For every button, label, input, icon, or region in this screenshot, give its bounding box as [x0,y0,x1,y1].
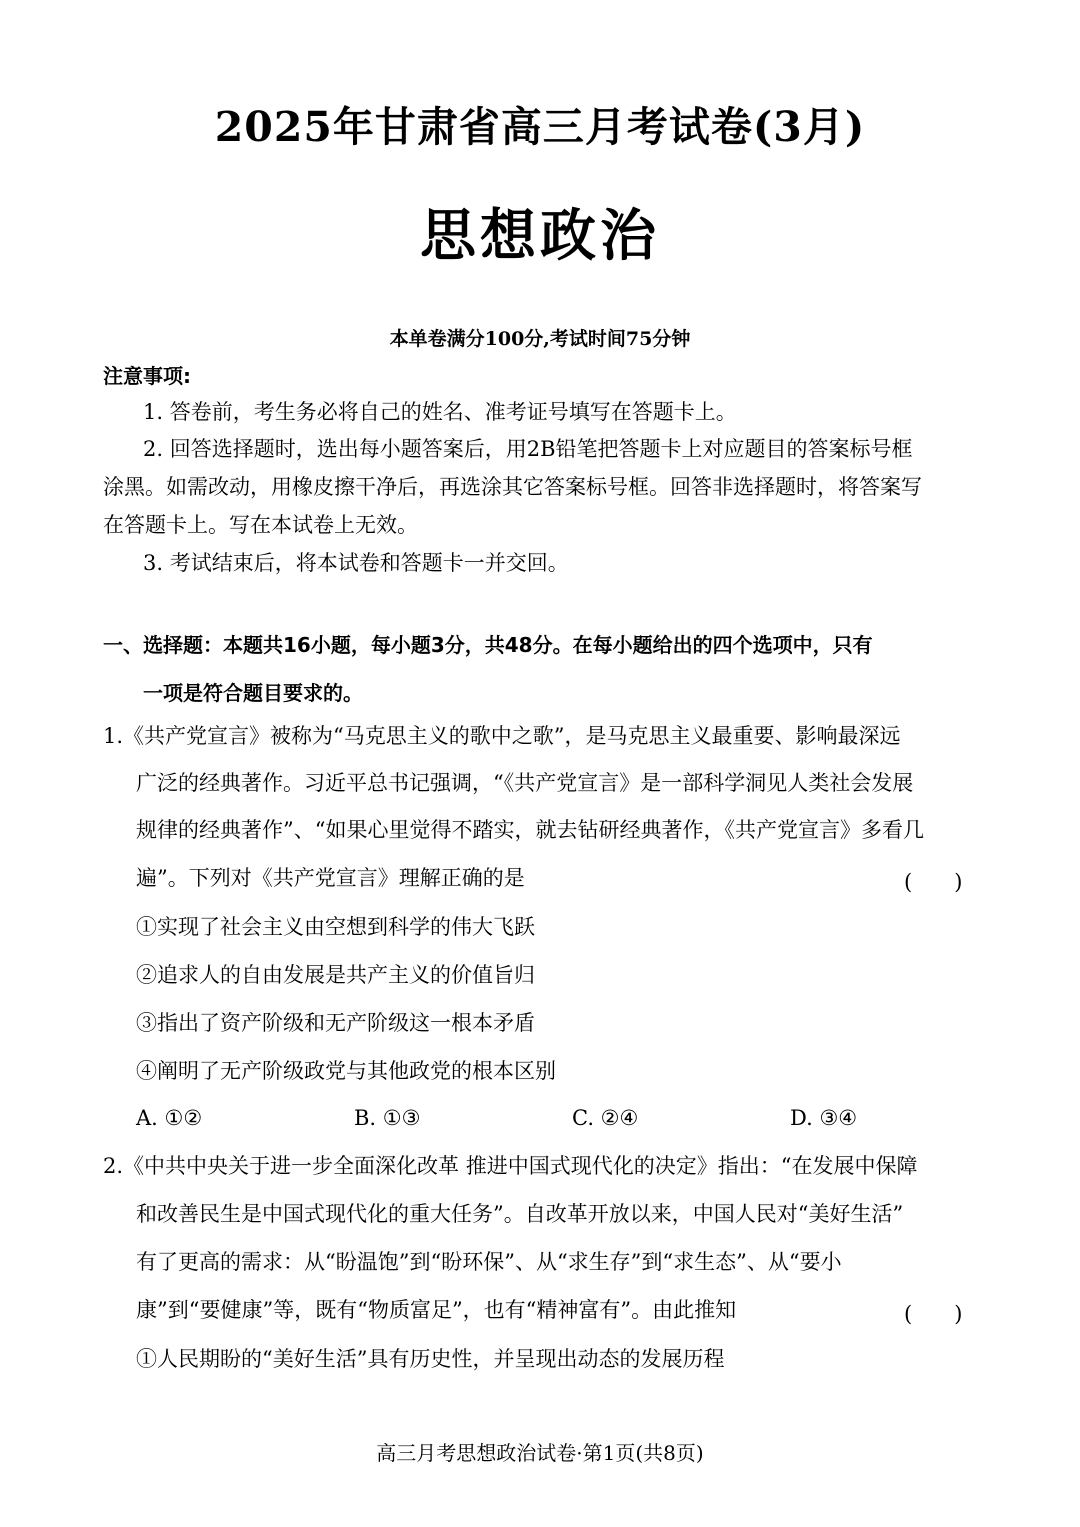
notice-heading: 注意事项: [103,364,191,388]
section-1-heading-line-2: 一项是符合题目要求的。 [143,681,363,705]
q1-statement-4: ④阐明了无产阶级政党与其他政党的根本区别 [136,1059,556,1083]
q1-choice-d: D. ③④ [790,1106,858,1130]
notice-item-2-line-2: 涂黑。如需改动，用橡皮擦干净后，再选涂其它答案标号框。回答非选择题时，将答案写 [103,475,922,499]
notice-item-2-line-1: 2. 回答选择题时，选出每小题答案后，用2B铅笔把答题卡上对应题目的答案标号框 [143,437,913,461]
notice-item-3: 3. 考试结束后，将本试卷和答题卡一并交回。 [143,551,569,575]
q1-statement-3: ③指出了资产阶级和无产阶级这一根本矛盾 [136,1011,535,1035]
q1-answer-bracket: ( ) [904,870,963,894]
q1-statement-2: ②追求人的自由发展是共产主义的价值旨归 [136,963,535,987]
notice-item-1: 1. 答卷前，考生务必将自己的姓名、准考证号填写在答题卡上。 [143,400,737,424]
q1-choice-c: C. ②④ [572,1106,639,1130]
q1-choice-b: B. ①③ [354,1106,421,1130]
q2-stem-line-2: 和改善民生是中国式现代化的重大任务”。自改革开放以来，中国人民对“美好生活” [136,1202,904,1226]
q2-stem-line-1: 2.《中共中央关于进一步全面深化改革 推进中国式现代化的决定》指出：“在发展中保障 [103,1154,918,1178]
q1-choice-a: A. ①② [136,1106,203,1130]
subject-title: 思想政治 [420,204,660,269]
q1-stem-line-2: 广泛的经典著作。习近平总书记强调，“《共产党宣言》是一部科学洞见人类社会发展 [136,771,914,795]
q2-stem-line-3: 有了更高的需求：从“盼温饱”到“盼环保”、从“求生存”到“求生态”、从“要小 [136,1250,842,1274]
section-1-heading-line-1: 一、选择题：本题共16小题，每小题3分，共48分。在每小题给出的四个选项中，只有 [103,633,873,657]
q1-stem-line-3: 规律的经典著作”、“如果心里觉得不踏实，就去钻研经典著作，《共产党宣言》多看几 [136,818,924,842]
q1-statement-1: ①实现了社会主义由空想到科学的伟大飞跃 [136,915,535,939]
page-footer: 高三月考思想政治试卷·第1页(共8页) [376,1441,704,1465]
q2-stem-line-4: 康”到“要健康”等，既有“物质富足”，也有“精神富有”。由此推知 [136,1298,737,1322]
exam-title: 2025年甘肃省高三月考试卷(3月) [214,103,866,151]
score-time-line: 本单卷满分100分,考试时间75分钟 [389,328,691,350]
q1-stem-line-1: 1.《共产党宣言》被称为“马克思主义的歌中之歌”，是马克思主义最重要、影响最深远 [103,724,901,748]
q2-answer-bracket: ( ) [904,1302,963,1326]
q1-stem-line-4: 遍”。下列对《共产党宣言》理解正确的是 [136,866,525,890]
q2-statement-1: ①人民期盼的“美好生活”具有历史性，并呈现出动态的发展历程 [136,1347,725,1371]
notice-item-2-line-3: 在答题卡上。写在本试卷上无效。 [103,513,418,537]
